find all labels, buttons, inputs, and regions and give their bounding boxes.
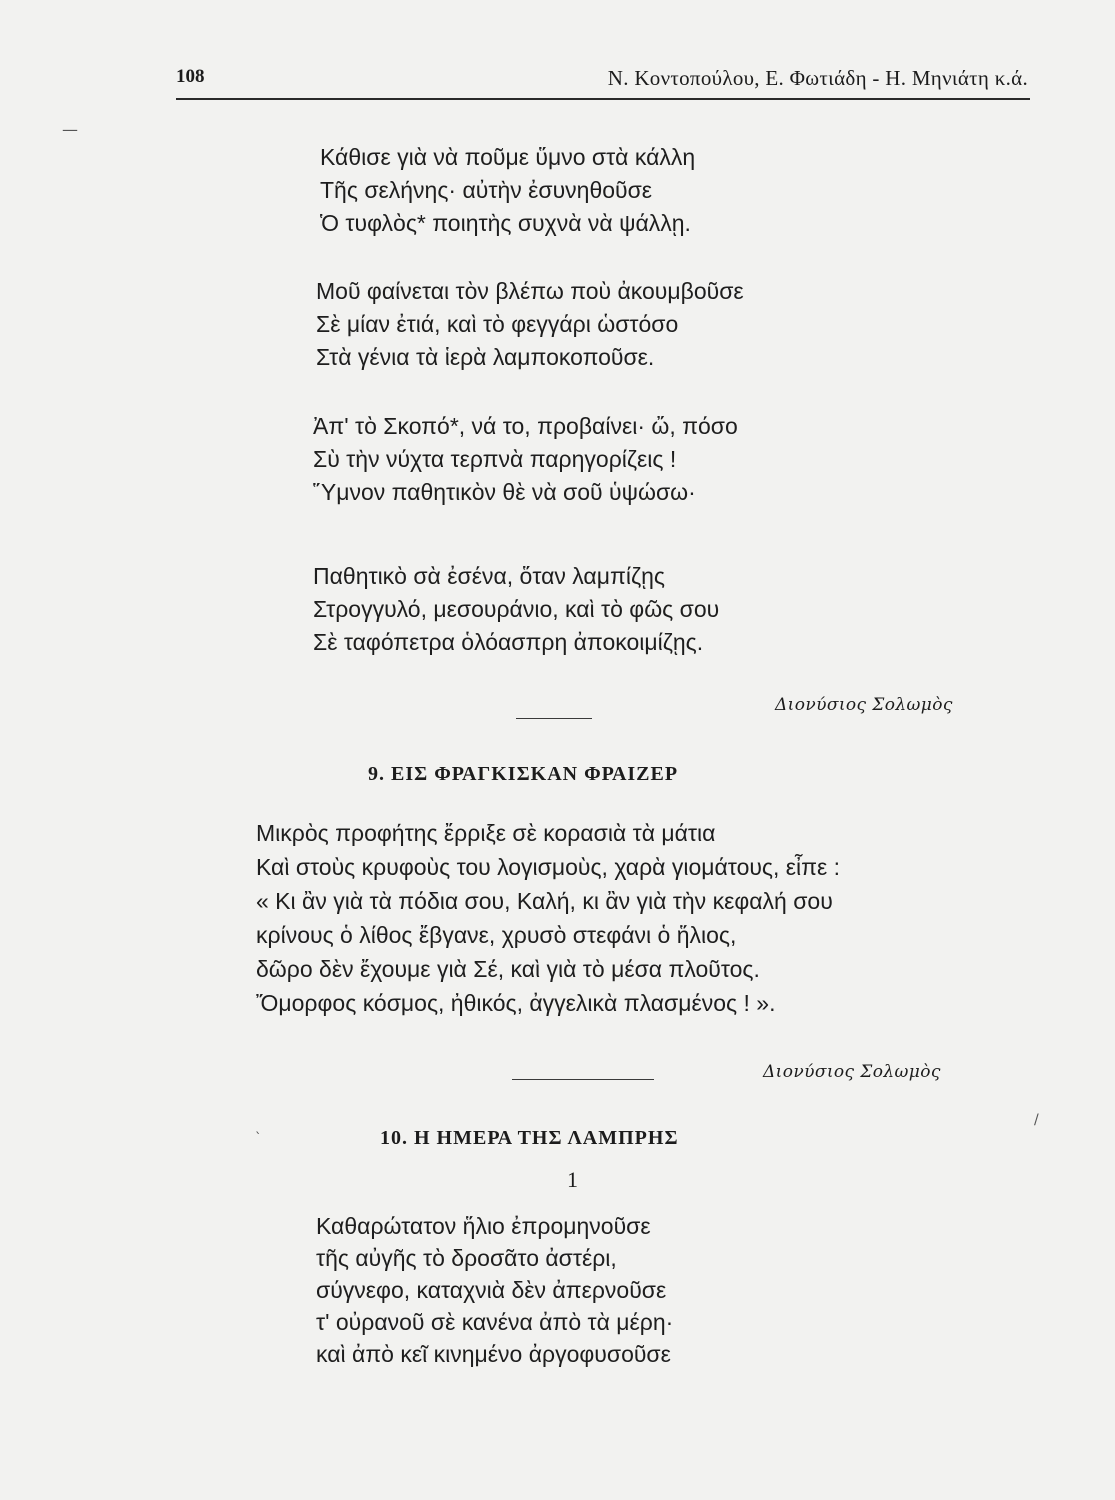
verse-line: Σὲ ταφόπετρα ὁλόασπρη ἀποκοιμίζῃς. — [313, 629, 704, 655]
section-separator — [512, 1079, 654, 1080]
poem-10-text — [316, 1210, 673, 1370]
poem-9-text — [256, 816, 840, 1020]
poem-10-part-number: 1 — [567, 1167, 578, 1192]
verse-line: Ὁ τυφλὸς* ποιητὴς συχνὰ νὰ ψάλλῃ. — [320, 210, 691, 236]
verse-line: τῆς αὐγῆς τὸ δροσᾶτο ἀστέρι, — [316, 1245, 617, 1271]
verse-line: Κάθισε γιὰ νὰ ποῦμε ὕμνο στὰ κάλλη — [320, 144, 696, 170]
verse-line: τ' οὐρανοῦ σὲ κανένα ἀπὸ τὰ μέρη· — [316, 1309, 674, 1335]
verse-line: Ὕμνον παθητικὸν θὲ νὰ σοῦ ὑψώσω· — [313, 479, 696, 505]
poem-9-signature: Διονύσιος Σολωμὸς — [763, 1062, 941, 1082]
verse-line: καὶ ἀπὸ κεῖ κινημένο ἀργοφυσοῦσε — [316, 1341, 671, 1367]
header-authors: Ν. Κοντοπούλου, Ε. Φωτιάδη - Η. Μηνιάτη κ.ά. — [607, 66, 1028, 90]
verse-line: Καὶ στοὺς κρυφοὺς του λογισμοὺς, χαρὰ γιομάτους, εἶπε : — [256, 854, 841, 880]
header-rule — [176, 98, 1030, 100]
verse-line: Παθητικὸ σὰ ἐσένα, ὅταν λαμπίζῃς — [313, 563, 665, 589]
verse-line: Καθαρώτατον ἥλιο ἐπρομηνοῦσε — [316, 1213, 651, 1239]
verse-line: Ἀπ' τὸ Σκοπό*, νά το, προβαίνει· ὤ, πόσο — [313, 413, 738, 439]
verse-line: Μικρὸς προφήτης ἔρριξε σὲ κορασιὰ τὰ μάτια — [256, 820, 716, 846]
margin-tick-mark: ˎ — [255, 1120, 262, 1135]
verse-line: Ὄμορφος κόσμος, ἠθικός, ἀγγελικὰ πλασμένος ! ». — [256, 990, 776, 1016]
page-number: 108 — [176, 66, 205, 87]
verse-line: κρίνους ὁ λίθος ἔβγανε, χρυσὸ στεφάνι ὁ ἥλιος, — [256, 922, 737, 948]
section-separator — [516, 718, 592, 719]
poem-10-title: 10. Η ΗΜΕΡΑ ΤΗΣ ΛΑΜΠΡΗΣ — [380, 1127, 679, 1149]
poem-8-stanza-1 — [320, 141, 695, 240]
poem-8-stanza-2 — [316, 275, 744, 374]
poem-8-stanza-4 — [313, 560, 719, 659]
verse-line: Σὺ τὴν νύχτα τερπνὰ παρηγορίζεις ! — [313, 446, 677, 472]
verse-line: Μοῦ φαίνεται τὸν βλέπω ποὺ ἀκουμβοῦσε — [316, 278, 744, 304]
poem-8-signature: Διονύσιος Σολωμὸς — [775, 695, 953, 715]
verse-line: Τῆς σελήνης· αὐτὴν ἐσυνηθοῦσε — [320, 177, 653, 203]
verse-line: Σὲ μίαν ἐτιά, καὶ τὸ φεγγάρι ὡστόσο — [316, 311, 679, 337]
verse-line: δῶρο δὲν ἔχουμε γιὰ Σέ, καὶ γιὰ τὸ μέσα πλοῦτος. — [256, 956, 760, 982]
running-head — [176, 66, 1028, 98]
verse-line: Στὰ γένια τὰ ἱερὰ λαμποκοποῦσε. — [316, 344, 655, 370]
poem-8-stanza-3 — [313, 410, 738, 509]
poem-9-title: 9. ΕΙΣ ΦΡΑΓΚΙΣΚΑΝ ΦΡΑΙΖΕΡ — [368, 763, 679, 785]
verse-line: σύγνεφο, καταχνιὰ δὲν ἀπερνοῦσε — [316, 1277, 667, 1303]
verse-line: « Κι ἂν γιὰ τὰ πόδια σου, Καλή, κι ἂν γιὰ τὴν κεφαλή σου — [256, 888, 833, 914]
verse-line: Στρογγυλό, μεσουράνιο, καὶ τὸ φῶς σου — [313, 596, 720, 622]
margin-dash-mark: — — [62, 120, 78, 139]
margin-slash-mark: / — [1034, 1112, 1039, 1128]
